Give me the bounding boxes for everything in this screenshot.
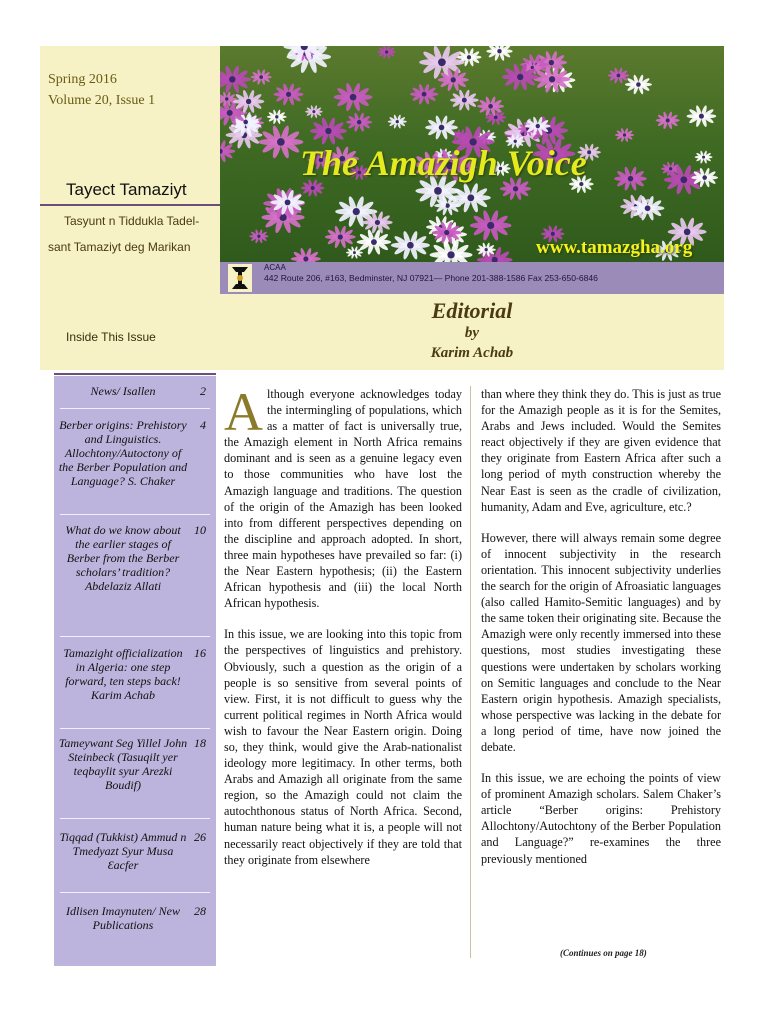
toc-item-title: News/ Isallen xyxy=(90,384,156,398)
editorial-column-2 xyxy=(481,386,721,882)
toc-item-page: 2 xyxy=(200,384,206,398)
toc-separator xyxy=(60,892,210,893)
flower-shape xyxy=(220,140,235,163)
flower-shape xyxy=(608,67,630,84)
drop-cap: A xyxy=(224,382,263,442)
editorial-author: Karim Achab xyxy=(430,345,514,361)
editorial-paragraph xyxy=(224,382,462,611)
toc-item[interactable] xyxy=(54,830,216,872)
org-address: 442 Route 206, #163, Bedminster, NJ 07921— Phone 201-388-1586 Fax 253-650-6846 xyxy=(264,273,598,283)
flower-shape xyxy=(391,230,430,260)
flower-shape xyxy=(310,117,347,145)
flower-shape xyxy=(251,69,272,85)
toc-separator xyxy=(60,728,210,729)
toc-top-rule xyxy=(54,373,216,375)
toc-item[interactable] xyxy=(54,523,216,593)
flower-shape xyxy=(305,105,323,119)
editorial-text: lthough everyone acknowledges today the intermingling of populations, which as a matter of fact is universally true, the Amazigh element in North Africa remains dominant and is seen as a genuine legacy even to those communities who have lost the Amazigh language and traditions. The question of the origin of the Amazigh has been looked into from different perspectives depending on the discipline and approach adopted. In short, three main hypotheses have prevailed so far: (i) the Near Eastern hypothesis; (ii) the Eastern African hypothesis and (iii) the local North African hypothesis. xyxy=(224,387,462,611)
editorial-paragraph: In this issue, we are looking into this topic from the perspectives of linguistics and prehistory. Obviously, such a question as the origin of a people is so sensitive from several points of view. First, it is not difficult to guess why the current political regimes in North Africa would wish to favour the Near Eastern origin. Doing so, they think, would give the Arab-nationalist ideology more legitimacy. In other terms, both Arabs and Amazigh all originate from the same region, so the Amazigh could not claim the autochthonous status of North Africa. Second, human nature being what it is, a people will not necessarily react objectively if they are told that they originate from elsewhere xyxy=(224,627,462,867)
flower-shape xyxy=(614,166,647,191)
website-url[interactable]: www.tamazgha.org xyxy=(536,237,693,258)
toc-item[interactable] xyxy=(54,646,216,702)
flower-shape xyxy=(267,109,287,124)
toc-item-title: Tiqqad (Tukkist) Ammud n Tmedyazt Syur Musa Ɛacfer xyxy=(59,830,187,872)
continues-note[interactable]: (Continues on page 18) xyxy=(560,948,647,958)
toc-item[interactable] xyxy=(54,904,216,932)
flower-shape xyxy=(425,115,458,140)
toc-item-page: 4 xyxy=(200,418,206,432)
toc-item-title: Tamazight officialization in Algeria: one step forward, ten steps back! Karim Achab xyxy=(63,646,183,702)
column-divider xyxy=(470,386,471,958)
flower-shape xyxy=(258,125,303,159)
flower-shape xyxy=(388,114,407,129)
flower-shape xyxy=(486,46,512,61)
issue-volume: Volume 20, Issue 1 xyxy=(48,93,156,108)
flower-shape xyxy=(470,210,512,242)
toc-item-title: Berber origins: Prehistory and Linguistics. Allochtony/Autoctony of the Berber Population and Language? S. Chaker xyxy=(58,418,188,488)
flower-shape xyxy=(695,150,713,164)
flower-shape xyxy=(687,105,717,128)
toc-separator xyxy=(60,636,210,637)
newsletter-title: The Amazigh Voice xyxy=(300,143,587,183)
editorial-paragraph: than where they think they do. This is just as true for the Amazigh people as it is for the Semites, Arabs and Jews included. Would the Semites react objectively if they are given evidence that they originate from Eastern Africa after such a long period of myth construction whereby the Near East is seen as the cradle of civilization, humanity, Adam and Eve, agriculture, etc.? xyxy=(481,387,721,514)
toc-item-page: 28 xyxy=(194,904,206,918)
flower-shape xyxy=(220,65,251,94)
toc-item-page: 16 xyxy=(194,646,206,660)
org-acronym: ACAA xyxy=(264,263,286,272)
toc-separator xyxy=(60,408,210,409)
flower-shape xyxy=(656,111,680,129)
toc-item[interactable] xyxy=(54,384,216,398)
flower-shape xyxy=(346,112,372,132)
toc-item-title: Idlisen Imaynuten/ New Publications xyxy=(66,904,180,932)
flower-shape xyxy=(334,82,373,112)
editorial-paragraph: However, there will always remain some degree of innocent subjectivity in the research orientation. This innocent subjectivity underlies the search for the origin of Afroasiatic languages (also called Hamito-Semitic languages) and by the same token their originating site. Because the Amazigh were only recently immersed into these questions, most studies investigating these questions were undertaken by scholars working on Semitic languages and conclude to the Near Eastern origin hypothesis. Amazigh specialists, whose perspective was lacking in the debate for a long period of time, have now joined the debate. xyxy=(481,530,721,754)
toc-item-title: Tameywant Seg Yillel John Steinbeck (Tasuqilt yer teqbaylit syur Arezki Boudif) xyxy=(58,736,188,792)
subtitle-line-2: sant Tamaziyt deg Marikan xyxy=(48,240,191,254)
flower-shape xyxy=(625,74,652,95)
flower-shape xyxy=(451,183,491,214)
flower-shape xyxy=(291,247,321,262)
editorial-paragraph: In this issue, we are echoing the points of view of prominent Amazigh scholars. Salem Chaker’s article “Berber origins: Prehistory Allochtony/Autochtony of the Berber Population and Language?” re-examines the three previously mentioned xyxy=(481,771,721,866)
flower-shape xyxy=(410,83,438,105)
flower-shape xyxy=(615,128,634,143)
flower-shape xyxy=(249,229,268,244)
flower-shape xyxy=(377,46,396,59)
editorial-title: Editorial xyxy=(431,298,513,323)
editorial-column-1 xyxy=(224,382,462,883)
toc-item[interactable] xyxy=(54,418,216,488)
toc-separator xyxy=(60,818,210,819)
section-title: Tayect Tamaziyt xyxy=(66,180,187,199)
toc-item[interactable] xyxy=(54,736,216,792)
flower-shape xyxy=(325,225,356,248)
flower-shape xyxy=(274,83,304,106)
flower-shape xyxy=(450,89,479,111)
inside-issue-label: Inside This Issue xyxy=(66,330,156,344)
toc-item-page: 10 xyxy=(194,523,206,537)
section-divider xyxy=(40,204,220,206)
toc-item-page: 18 xyxy=(194,736,206,750)
issue-season: Spring 2016 xyxy=(48,72,117,87)
toc-separator xyxy=(60,514,210,515)
acaa-logo-icon xyxy=(228,264,252,292)
editorial-by: by xyxy=(464,325,480,341)
subtitle-line-1: Tasyunt n Tiddukla Tadel- xyxy=(64,214,200,228)
toc-item-title: What do we know about the earlier stages of Berber from the Berber scholars’ tradition? Abdelaziz Allati xyxy=(65,523,181,593)
flower-shape xyxy=(438,68,469,92)
toc-item-page: 26 xyxy=(194,830,206,844)
